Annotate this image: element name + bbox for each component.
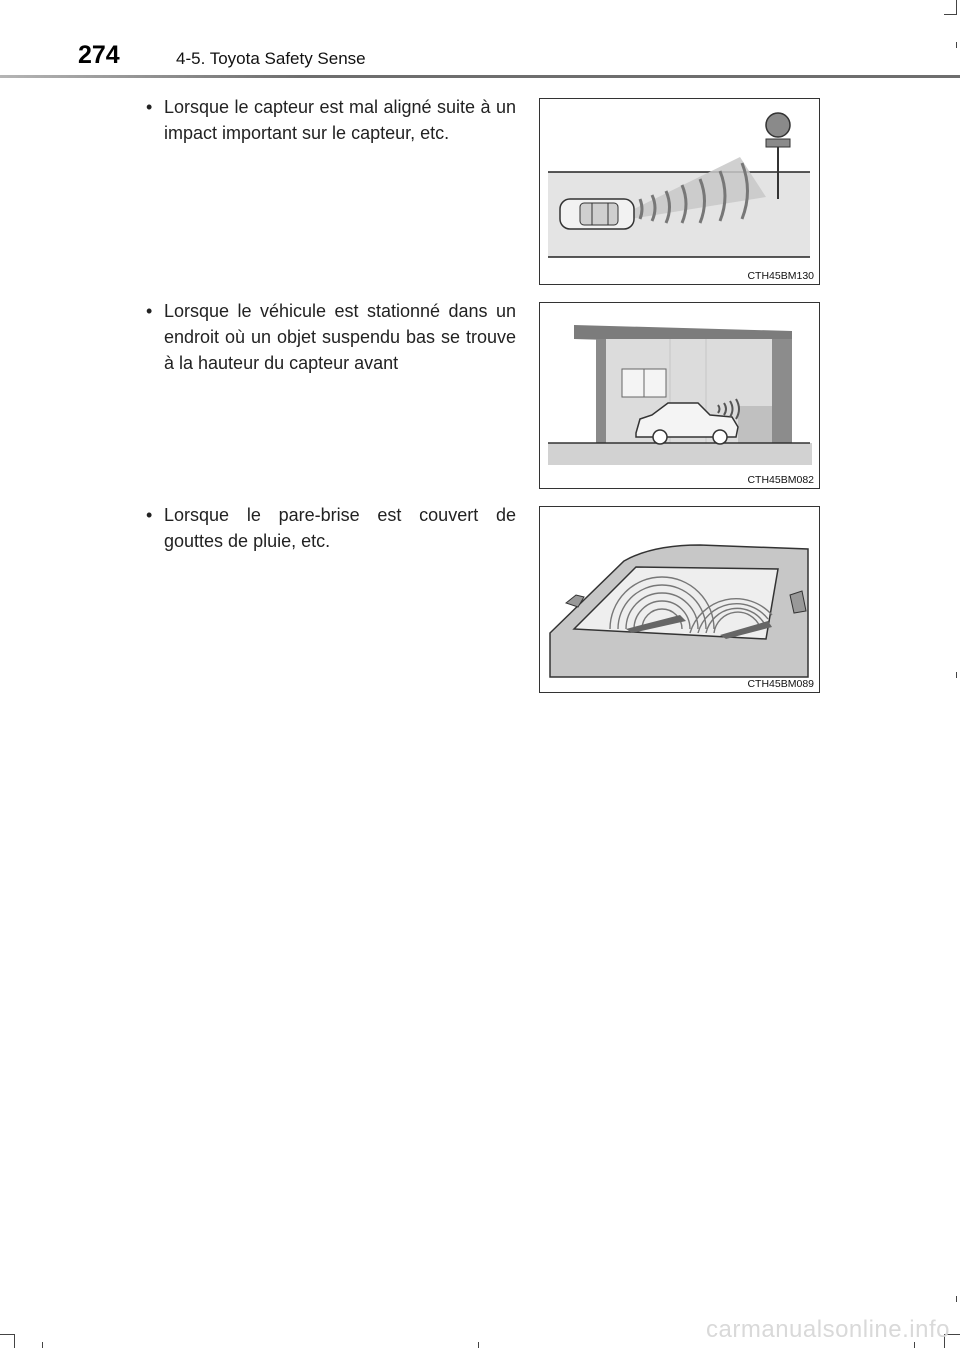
crop-mark xyxy=(956,42,957,48)
windshield-raindrops-illustration xyxy=(540,507,819,692)
garage-low-object-illustration xyxy=(540,303,819,488)
bullet-text: Lorsque le pare-brise est couvert de gouttes de pluie, etc. xyxy=(164,505,516,551)
figure-code: CTH45BM082 xyxy=(747,474,814,486)
bullet-text: Lorsque le véhicule est stationné dans un endroit où un objet suspendu bas se trouve à la hauteur du capteur avant xyxy=(164,301,516,373)
crop-mark xyxy=(956,1296,957,1302)
section-title: 4-5. Toyota Safety Sense xyxy=(176,49,366,68)
crop-mark xyxy=(944,14,957,15)
bullet-text: Lorsque le capteur est mal aligné suite à un impact important sur le capteur, etc. xyxy=(164,97,516,143)
figure-suspended-object xyxy=(539,302,820,489)
page-header xyxy=(0,0,960,80)
header-rule xyxy=(0,75,960,78)
bullet-item-misaligned-sensor xyxy=(140,94,516,146)
crop-mark xyxy=(956,0,957,14)
figure-rain-windshield xyxy=(539,506,820,693)
bullet-item-suspended-object xyxy=(140,298,516,376)
crop-mark xyxy=(14,1334,15,1348)
figure-misaligned-sensor xyxy=(539,98,820,285)
bullet-marker: • xyxy=(146,505,153,525)
crop-mark xyxy=(42,1342,43,1348)
crop-mark xyxy=(478,1342,479,1348)
figure-code: CTH45BM089 xyxy=(747,678,814,690)
misaligned-sensor-illustration xyxy=(540,99,819,284)
bullet-marker: • xyxy=(146,97,153,117)
bullet-item-rain-windshield xyxy=(140,502,516,554)
page-number: 274 xyxy=(78,41,120,69)
crop-mark xyxy=(956,672,957,678)
figure-code: CTH45BM130 xyxy=(747,270,814,282)
crop-mark xyxy=(0,1334,14,1335)
bullet-marker: • xyxy=(146,301,153,321)
watermark: carmanualsonline.info xyxy=(706,1316,950,1343)
